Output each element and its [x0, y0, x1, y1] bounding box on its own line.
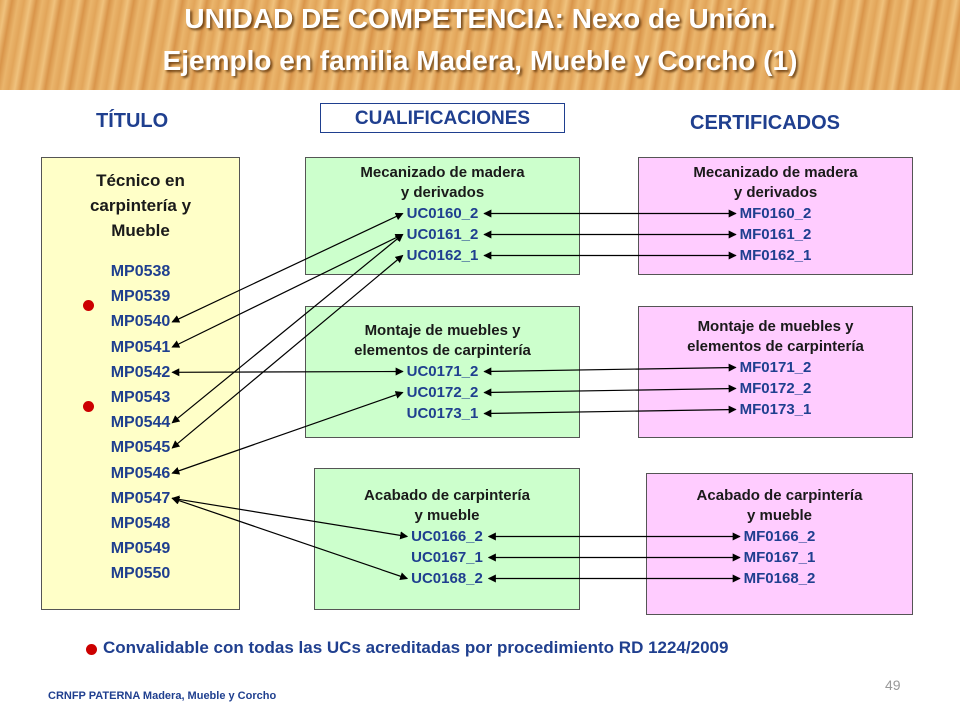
- module-item: MP0542: [110, 363, 171, 381]
- titulo-name-line: Técnico en: [96, 171, 185, 190]
- connector-arrow: [172, 498, 407, 578]
- column-heading-cualificaciones: CUALIFICACIONES: [320, 103, 565, 133]
- uc-item: UC0166_2: [411, 528, 483, 545]
- slide-title-line2: Ejemplo en familia Madera, Mueble y Corcho (1): [162, 45, 798, 76]
- mf-item: MF0173_1: [739, 401, 812, 418]
- module-item: MP0545: [110, 439, 171, 457]
- connector-arrow: [172, 393, 402, 474]
- certificado-title-line: elementos de carpintería: [687, 338, 864, 355]
- uc-item: UC0160_2: [406, 205, 479, 222]
- cualificacion-title-line: y derivados: [400, 184, 485, 201]
- mf-item: MF0167_1: [743, 549, 816, 566]
- mf-item: MF0168_2: [743, 570, 816, 587]
- module-item: MP0538: [110, 263, 171, 280]
- module-item: MP0543: [110, 389, 171, 407]
- mf-item: MF0160_2: [739, 205, 812, 222]
- module-item: MP0546: [110, 464, 171, 482]
- connector-arrow: [172, 214, 402, 322]
- uc-item: UC0173_1: [406, 405, 479, 422]
- connector-arrow: [484, 410, 735, 414]
- module-item: MP0550: [110, 565, 171, 583]
- certificado-title-line: y mueble: [746, 507, 813, 524]
- mf-item: MF0171_2: [739, 359, 812, 376]
- mf-item: MF0172_2: [739, 380, 812, 397]
- cualificacion-title-line: elementos de carpintería: [354, 342, 531, 359]
- certificado-title-line: Montaje de muebles y: [697, 318, 854, 335]
- uc-item: UC0162_1: [406, 247, 479, 264]
- certificado-title-line: y derivados: [733, 184, 818, 201]
- module-item: MP0540: [110, 313, 171, 331]
- uc-item: UC0168_2: [411, 570, 483, 587]
- module-item: MP0547: [110, 489, 171, 507]
- page-number: 49: [885, 677, 901, 693]
- mf-item: MF0166_2: [743, 528, 816, 545]
- connector-arrow: [484, 368, 735, 372]
- column-heading-certificados: CERTIFICADOS: [690, 112, 840, 134]
- mf-item: MF0161_2: [739, 226, 812, 243]
- certificado-title-line: Mecanizado de madera: [693, 164, 858, 181]
- uc-item: UC0172_2: [406, 384, 479, 401]
- cualificacion-title-line: Acabado de carpintería: [364, 487, 530, 504]
- footer-text: CRNFP PATERNA Madera, Mueble y Corcho: [48, 690, 277, 702]
- convalidable-note: Convalidable con todas las UCs acreditadas por procedimiento RD 1224/2009: [103, 638, 729, 657]
- module-item: MP0549: [110, 540, 171, 558]
- cualificacion-title-line: Mecanizado de madera: [360, 164, 525, 181]
- uc-item: UC0167_1: [411, 549, 483, 566]
- cualificacion-title-line: Montaje de muebles y: [364, 322, 521, 339]
- module-item: MP0541: [110, 338, 171, 356]
- certificado-title-line: Acabado de carpintería: [696, 487, 863, 504]
- convalidable-legend-icon: [86, 644, 97, 655]
- uc-item: UC0161_2: [406, 226, 479, 243]
- titulo-name-line: Mueble: [111, 221, 170, 240]
- connector-arrow: [172, 235, 402, 423]
- connector-arrow: [172, 235, 402, 348]
- module-item: MP0548: [110, 515, 171, 533]
- titulo-name-line: carpintería y: [89, 196, 192, 215]
- module-item: MP0544: [110, 414, 171, 432]
- connector-arrow: [172, 498, 407, 536]
- connector-arrow: [172, 256, 402, 448]
- slide-title-line1: UNIDAD DE COMPETENCIA: Nexo de Unión.: [184, 3, 776, 34]
- connector-arrow: [172, 372, 402, 373]
- connector-arrow: [484, 389, 735, 393]
- column-heading-titulo: TÍTULO: [96, 110, 169, 132]
- module-item: MP0539: [110, 288, 171, 306]
- uc-item: UC0171_2: [406, 363, 479, 380]
- mf-item: MF0162_1: [739, 247, 812, 264]
- cualificacion-title-line: y mueble: [414, 507, 480, 524]
